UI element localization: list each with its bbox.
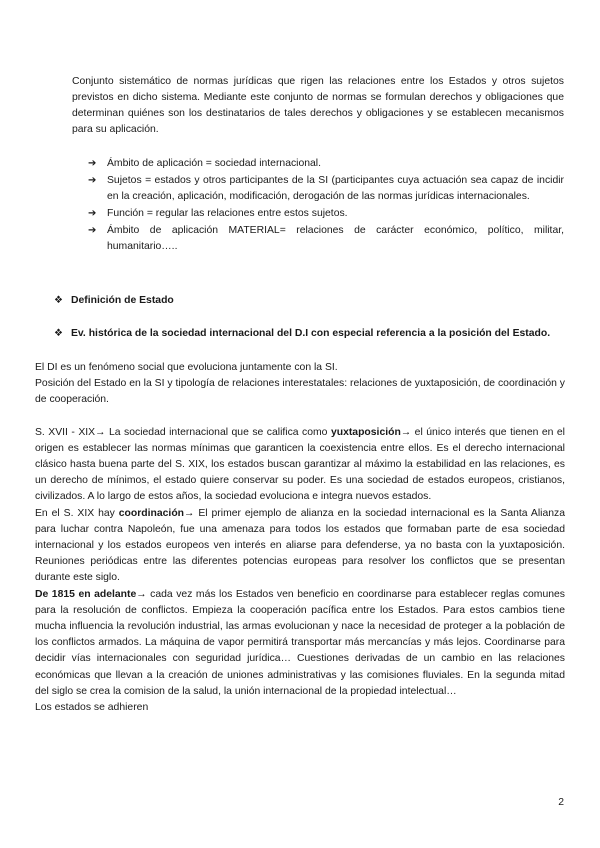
arrow-right-icon: ➔ xyxy=(88,208,97,219)
paragraph-coordinacion: En el S. XIX hay coordinación→ El primer ejemplo de alianza en la sociedad internacional es la Santa Alianza para luchar contra Napoleón, fue una amenaza para todos los estados que formaban parte de esa sociedad internacional y los estados europeos ven interés en aliarse para defenderse, ya no basta con la yuxtaposición. Reuniones periódicas entre las diferentes potencias europeas para resolver los conflictos que se presentan durante este siglo. xyxy=(35,507,565,584)
bullet-item: ➔ Sujetos = estados y otros participantes de la SI (participantes cuya actuación sea capaz de incidir en la creación, aplicación, modificación, derogación de las normas jurídicas internacionales. xyxy=(88,175,564,202)
paragraph-di-fenomeno: El DI es un fenómeno social que evoluciona juntamente con la SI. xyxy=(35,362,338,373)
body-text xyxy=(35,360,565,716)
paragraph-posicion-estado: Posición del Estado en la SI y tipología de relaciones interestatales: relaciones de yuxtaposición, de coordinación y de cooperación. xyxy=(35,378,565,406)
arrow-right-icon: ➔ xyxy=(88,158,97,169)
section-heading-evolucion-historica: ❖ Ev. histórica de la sociedad internacional del D.I con especial referencia a la posición del Estado. xyxy=(54,326,574,342)
arrow-icon: → xyxy=(95,426,106,438)
bullet-item: ➔ Ámbito de aplicación = sociedad internacional. xyxy=(88,156,564,172)
paragraph-adhieren: Los estados se adhieren xyxy=(35,702,149,714)
page-number: 2 xyxy=(558,797,564,808)
diamond-bullet-icon: ❖ xyxy=(54,295,63,306)
arrow-icon: → xyxy=(136,588,147,600)
arrow-icon: → xyxy=(400,426,412,438)
arrow-icon: → xyxy=(184,507,195,519)
intro-paragraph: Conjunto sistemático de normas jurídicas que rigen las relaciones entre los Estados y otros sujetos previstos en dicho sistema. Mediante este conjunto de normas se formulan derechos y obligaciones que determinan quiénes son los destinatarios de tales derechos y obligaciones y se establecen mecanismos para su aplicación. xyxy=(72,76,564,135)
section-heading-definicion-estado: ❖ Definición de Estado xyxy=(54,293,574,309)
paragraph-cooperacion: De 1815 en adelante→ cada vez más los Estados ven beneficio en coordinarse para establecer reglas comunes para la resolución de conflictos. Empieza la cooperación pacífica entre los Estados. Para estos cambios tiene mucha influencia la revolución industrial, las armas evolucionan y nace la necesidad de proteger a la población de los conflictos armados. La máquina de vapor permitirá transportar más mercancías y más lejos. Coordinarse para decidir vías internacionales con seguridad jurídica… Cuestiones derivadas de un cambio en las relaciones económicas que llevan a la creación de uniones administrativas y las comisiones fluviales. En la segunda mitad del siglo se crea la comision de la salud, la unión internacional de la propiedad intelectual… xyxy=(35,588,565,697)
diamond-bullet-icon: ❖ xyxy=(54,328,63,339)
bullet-item: ➔ Función = regular las relaciones entre estos sujetos. xyxy=(88,206,564,222)
scope-bullet-list xyxy=(88,156,564,256)
paragraph-yuxtaposicion: S. XVII - XIX→ La sociedad internacional que se califica como yuxtaposición→ el único interés que tienen en el origen es establecer las normas mínimas que garanticen la coexistencia entre ellos. Es el derecho internacional clásico hasta buena parte del S. XIX, los estados buscan garantizar al máximo la estabilidad en las relaciones, es un derecho de mínimos, el estado quiere conservar su poder. Es una sociedad de estados europeos, cristianos, civilizados. A lo largo de estos años, la sociedad evoluciona e integra nuevos estados. xyxy=(35,426,565,503)
arrow-right-icon: ➔ xyxy=(88,175,97,186)
bullet-item: ➔ Ámbito de aplicación MATERIAL= relaciones de carácter económico, político, militar, humanitario….. xyxy=(88,225,564,252)
arrow-right-icon: ➔ xyxy=(88,225,97,236)
